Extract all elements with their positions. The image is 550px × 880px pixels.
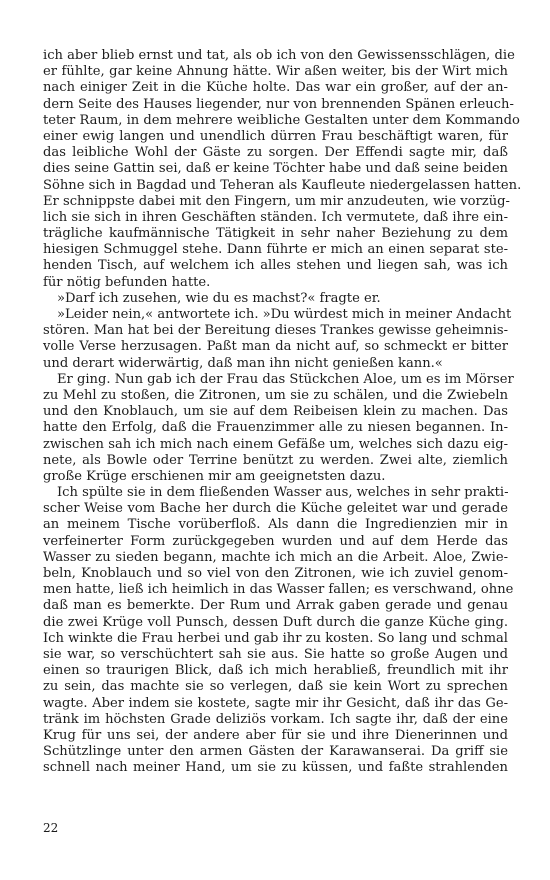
- text-line: Ich spülte sie in dem fließenden Wasser aus, welches in sehr prakti-: [57, 485, 509, 501]
- text-line: Söhne sich in Bagdad und Teheran als Kaufleute niedergelassen hatten.: [43, 177, 522, 193]
- text-line: nete, als Bowle oder Terrine benützt zu werden. Zwei alte, ziemlich: [43, 452, 508, 468]
- text-line: wagte. Aber indem sie kostete, sagte mir ihr Gesicht, daß ihr das Ge-: [43, 695, 508, 711]
- text-line: große Krüge erschienen mir am geeignetsten dazu.: [43, 468, 386, 484]
- book-page-text: [43, 48, 522, 776]
- text-line: zu sein, das machte sie so verlegen, daß sie kein Wort zu sprechen: [43, 679, 508, 695]
- text-line: schnell nach meiner Hand, um sie zu küssen, und faßte strahlenden: [43, 760, 508, 776]
- text-line: einer ewig langen und unendlich dürren Frau beschäftigt waren, für: [43, 128, 508, 144]
- text-line: nach einiger Zeit in die Küche holte. Das war ein großer, auf der an-: [43, 80, 508, 96]
- paragraph: [43, 48, 522, 291]
- text-line: für nötig befunden hatte.: [43, 274, 211, 290]
- text-line: Schützlinge unter den armen Gästen der Karawanserai. Da griff sie: [43, 744, 508, 760]
- page-number: 22: [43, 821, 59, 835]
- text-line: dern Seite des Hauses liegender, nur von brennenden Spänen erleuch-: [43, 96, 514, 112]
- text-line: teter Raum, in dem mehrere weibliche Gestalten unter dem Kommando: [43, 112, 520, 128]
- paragraph: [43, 371, 514, 485]
- text-line: er fühlte, gar keine Ahnung hätte. Wir aßen weiter, bis der Wirt mich: [43, 64, 508, 80]
- text-line: beln, Knoblauch und so viel von den Zitronen, wie ich zuviel genom-: [43, 566, 508, 581]
- text-line: das leibliche Wohl der Gäste zu sorgen. Der Effendi sagte mir, daß: [43, 145, 508, 161]
- text-line: »Leider nein,« antwortete ich. »Du würdest mich in meiner Andacht: [57, 307, 512, 322]
- text-line: hiesigen Schmuggel stehe. Dann führte er mich an einen separat ste-: [43, 242, 508, 258]
- text-line: und den Knoblauch, um sie auf dem Reibeisen klein zu machen. Das: [43, 404, 508, 420]
- text-line: verfeinerter Form zurückgegeben wurden und auf dem Herde das: [43, 533, 508, 549]
- text-line: an meinem Tische vorüberfloß. Als dann die Ingredienzien mir in: [43, 517, 508, 533]
- text-line: Ich winkte die Frau herbei und gab ihr zu kosten. So lang und schmal: [43, 630, 508, 646]
- text-line: trägliche kaufmännische Tätigkeit in sehr naher Beziehung zu dem: [43, 226, 508, 242]
- text-line: einen so traurigen Blick, daß ich mich herabließ, freundlich mit ihr: [43, 663, 508, 679]
- paragraph: [43, 291, 508, 307]
- text-line: und derart widerwärtig, daß man ihn nicht genießen kann.«: [43, 355, 443, 371]
- text-line: stören. Man hat bei der Bereitung dieses Trankes gewisse geheimnis-: [43, 323, 508, 339]
- text-line: zu Mehl zu stoßen, die Zitronen, um sie zu schälen, und die Zwiebeln: [43, 387, 508, 403]
- paragraph: [43, 485, 514, 776]
- text-line: Er ging. Nun gab ich der Frau das Stückchen Aloe, um es im Mörser: [57, 371, 514, 387]
- text-line: men hatte, ließ ich heimlich in das Wasser fallen; es verschwand, ohne: [43, 582, 514, 598]
- text-line: Er schnippste dabei mit den Fingern, um mir anzudeuten, wie vorzüg-: [43, 193, 510, 209]
- text-line: tränk im höchsten Grade deliziös vorkam. Ich sagte ihr, daß der eine: [43, 711, 508, 727]
- text-line: hatte den Erfolg, daß die Frauenzimmer alle zu niesen begannen. In-: [43, 420, 508, 436]
- text-line: daß man es bemerkte. Der Rum und Arrak gaben gerade und genau: [43, 598, 508, 614]
- text-line: scher Weise vom Bache her durch die Küche geleitet war und gerade: [43, 501, 508, 517]
- text-line: sie war, so verschüchtert sah sie aus. Sie hatte so große Augen und: [43, 646, 508, 662]
- paragraph: [43, 307, 512, 372]
- text-line: die zwei Krüge voll Punsch, dessen Duft durch die ganze Küche ging.: [43, 614, 508, 630]
- text-line: volle Verse herzusagen. Paßt man da nicht auf, so schmeckt er bitter: [43, 339, 508, 355]
- text-line: Wasser zu sieden begann, machte ich mich an die Arbeit. Aloe, Zwie-: [43, 549, 508, 565]
- text-line: »Darf ich zusehen, wie du es machst?« fragte er.: [57, 290, 381, 306]
- text-line: dies seine Gattin sei, daß er keine Töchter habe und daß seine beiden: [43, 161, 508, 177]
- text-line: Krug für uns sei, der andere aber für sie und ihre Dienerinnen und: [43, 727, 508, 743]
- text-line: zwischen sah ich mich nach einem Gefäße um, welches sich dazu eig-: [43, 436, 508, 452]
- text-line: ich aber blieb ernst und tat, als ob ich von den Gewissensschlägen, die: [43, 48, 515, 63]
- text-line: lich sie sich in ihren Geschäften ständen. Ich vermutete, daß ihre ein-: [43, 209, 508, 225]
- text-line: henden Tisch, auf welchem ich alles stehen und liegen sah, was ich: [43, 258, 508, 274]
